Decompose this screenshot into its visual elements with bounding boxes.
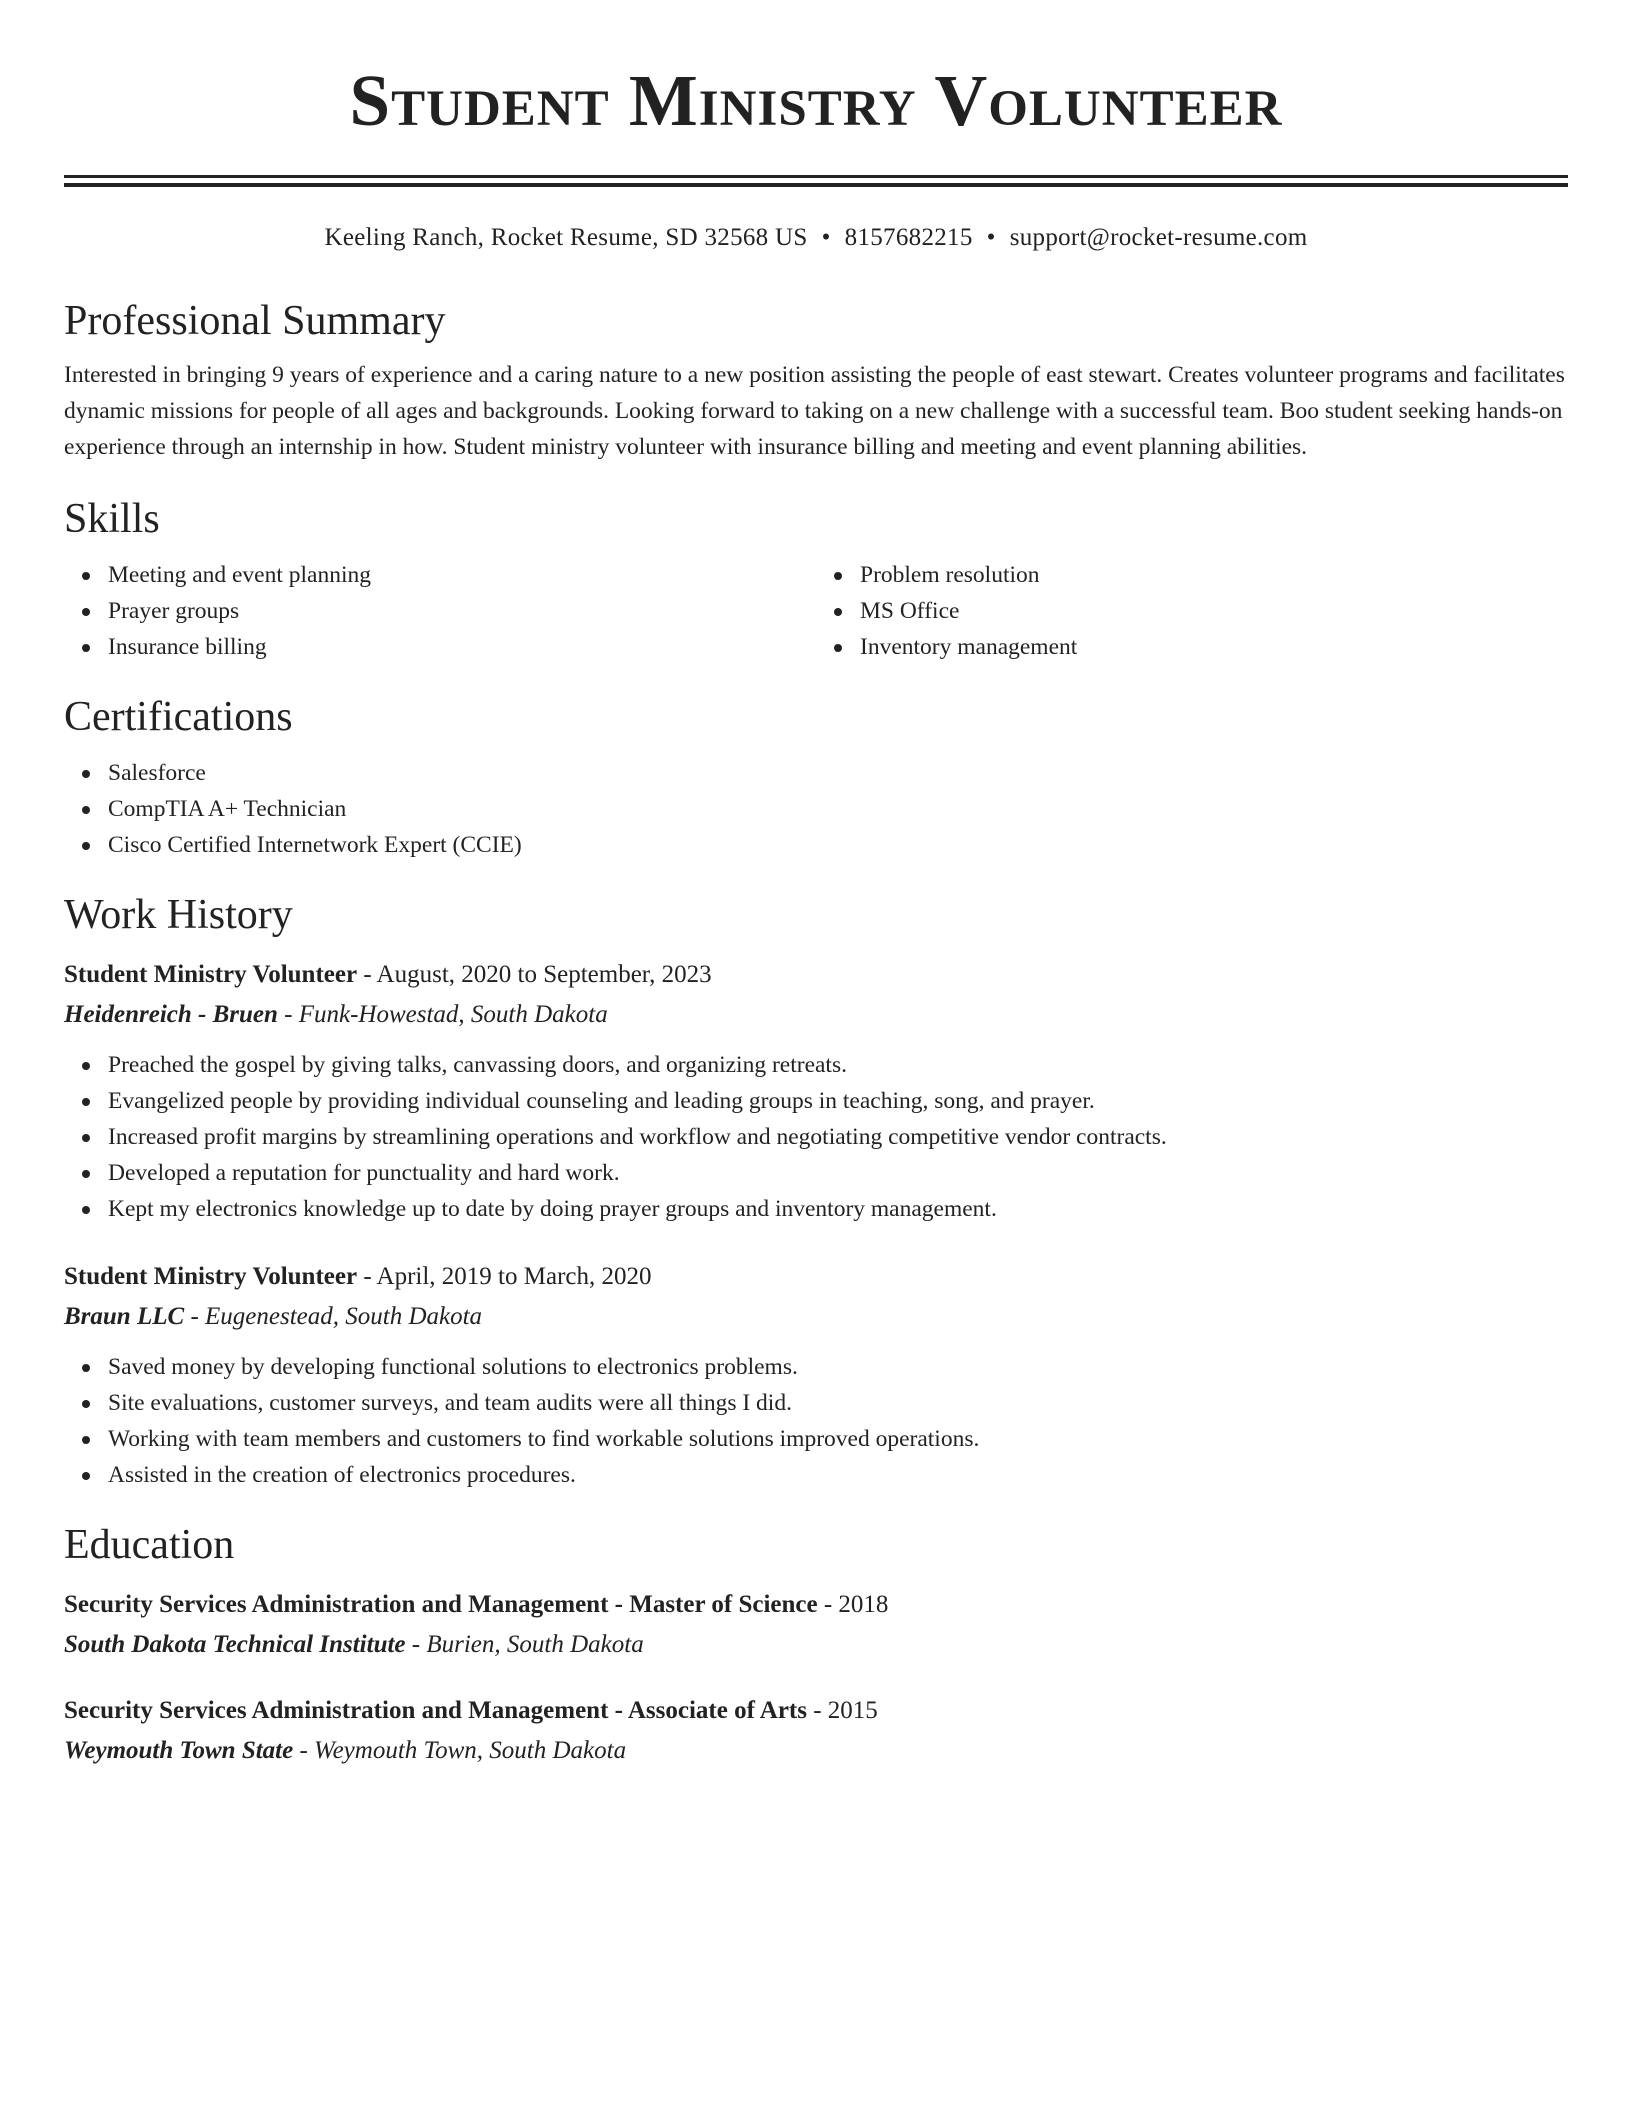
education-year: - 2018 (817, 1591, 889, 1618)
certifications-list (64, 755, 1568, 863)
education-header (64, 1693, 1568, 1729)
skill-item: Problem resolution (860, 557, 1568, 593)
skills-columns (64, 557, 1568, 665)
education-entry (64, 1693, 1568, 1769)
education-location: - Weymouth Town, South Dakota (293, 1737, 627, 1764)
education-school: Weymouth Town State (64, 1737, 294, 1764)
education-header (64, 1587, 1568, 1623)
resume-name: Student Ministry Volunteer (349, 60, 1283, 141)
job-bullet: Preached the gospel by giving talks, canvassing doors, and organizing retreats. (108, 1047, 1568, 1083)
work-history-heading: Work History (64, 892, 293, 938)
job-entry (64, 1259, 1568, 1493)
job-title: Student Ministry Volunteer (64, 961, 358, 988)
job-bullet: Kept my electronics knowledge up to date by doing prayer groups and inventory management. (108, 1191, 1568, 1227)
job-employer-line (64, 997, 1568, 1033)
skill-item: Meeting and event planning (108, 557, 816, 593)
job-bullet: Site evaluations, customer surveys, and team audits were all things I did. (108, 1385, 1568, 1421)
education-heading: Education (64, 1522, 235, 1568)
job-bullet: Increased profit margins by streamlining operations and workflow and negotiating competitive vendor contracts. (108, 1119, 1568, 1155)
contact-separator: • (986, 224, 996, 251)
job-entry (64, 957, 1568, 1227)
job-bullets (64, 1047, 1568, 1227)
job-company: Heidenreich - Bruen (64, 1001, 278, 1028)
summary-text: Interested in bringing 9 years of experience and a caring nature to a new position assisting the people of east stewart. Creates volunteer programs and facilitates dynamic missions for people of all ages and backgrounds. Looking forward to taking on a new challenge with a successful team. Boo student seeking hands-on experience through an internship in how. Student ministry volunteer with insurance billing and meeting and event planning abilities. (64, 362, 1565, 460)
education-degree: Security Services Administration and Management - Associate of Arts (64, 1697, 807, 1724)
contact-phone: 8157682215 (844, 224, 973, 251)
skill-item: MS Office (860, 593, 1568, 629)
contact-email: support@rocket-resume.com (1009, 224, 1308, 251)
job-dates: - April, 2019 to March, 2020 (357, 1263, 652, 1290)
certification-item: Salesforce (108, 755, 1568, 791)
header-rule-bottom (64, 183, 1568, 187)
job-bullet: Evangelized people by providing individual counseling and leading groups in teaching, song, and prayer. (108, 1083, 1568, 1119)
certifications-heading: Certifications (64, 694, 293, 740)
education-school: South Dakota Technical Institute (64, 1631, 406, 1658)
skills-list-right (816, 557, 1568, 665)
job-employer-line (64, 1299, 1568, 1335)
job-bullets (64, 1349, 1568, 1493)
skill-item: Prayer groups (108, 593, 816, 629)
job-location: - Funk-Howestad, South Dakota (277, 1001, 608, 1028)
certification-item: Cisco Certified Internetwork Expert (CCIE) (108, 827, 1568, 863)
education-location: - Burien, South Dakota (405, 1631, 644, 1658)
job-company: Braun LLC (64, 1303, 185, 1330)
job-bullet: Working with team members and customers to find workable solutions improved operations. (108, 1421, 1568, 1457)
contact-separator: • (821, 224, 831, 251)
job-bullet: Saved money by developing functional solutions to electronics problems. (108, 1349, 1568, 1385)
skills-heading: Skills (64, 496, 160, 542)
skill-item: Insurance billing (108, 629, 816, 665)
skill-item: Inventory management (860, 629, 1568, 665)
job-location: - Eugenestead, South Dakota (184, 1303, 483, 1330)
job-bullet: Developed a reputation for punctuality and hard work. (108, 1155, 1568, 1191)
education-school-line (64, 1627, 1568, 1663)
education-degree: Security Services Administration and Management - Master of Science (64, 1591, 818, 1618)
skills-list-left (64, 557, 816, 665)
education-school-line (64, 1733, 1568, 1769)
education-entry (64, 1587, 1568, 1663)
job-bullet: Assisted in the creation of electronics procedures. (108, 1457, 1568, 1493)
summary-heading: Professional Summary (64, 298, 446, 344)
job-header (64, 957, 1568, 993)
certification-item: CompTIA A+ Technician (108, 791, 1568, 827)
contact-line (64, 221, 1568, 255)
education-year: - 2015 (806, 1697, 878, 1724)
job-dates: - August, 2020 to September, 2023 (357, 961, 712, 988)
job-title: Student Ministry Volunteer (64, 1263, 358, 1290)
job-header (64, 1259, 1568, 1295)
contact-address: Keeling Ranch, Rocket Resume, SD 32568 US (324, 224, 808, 251)
